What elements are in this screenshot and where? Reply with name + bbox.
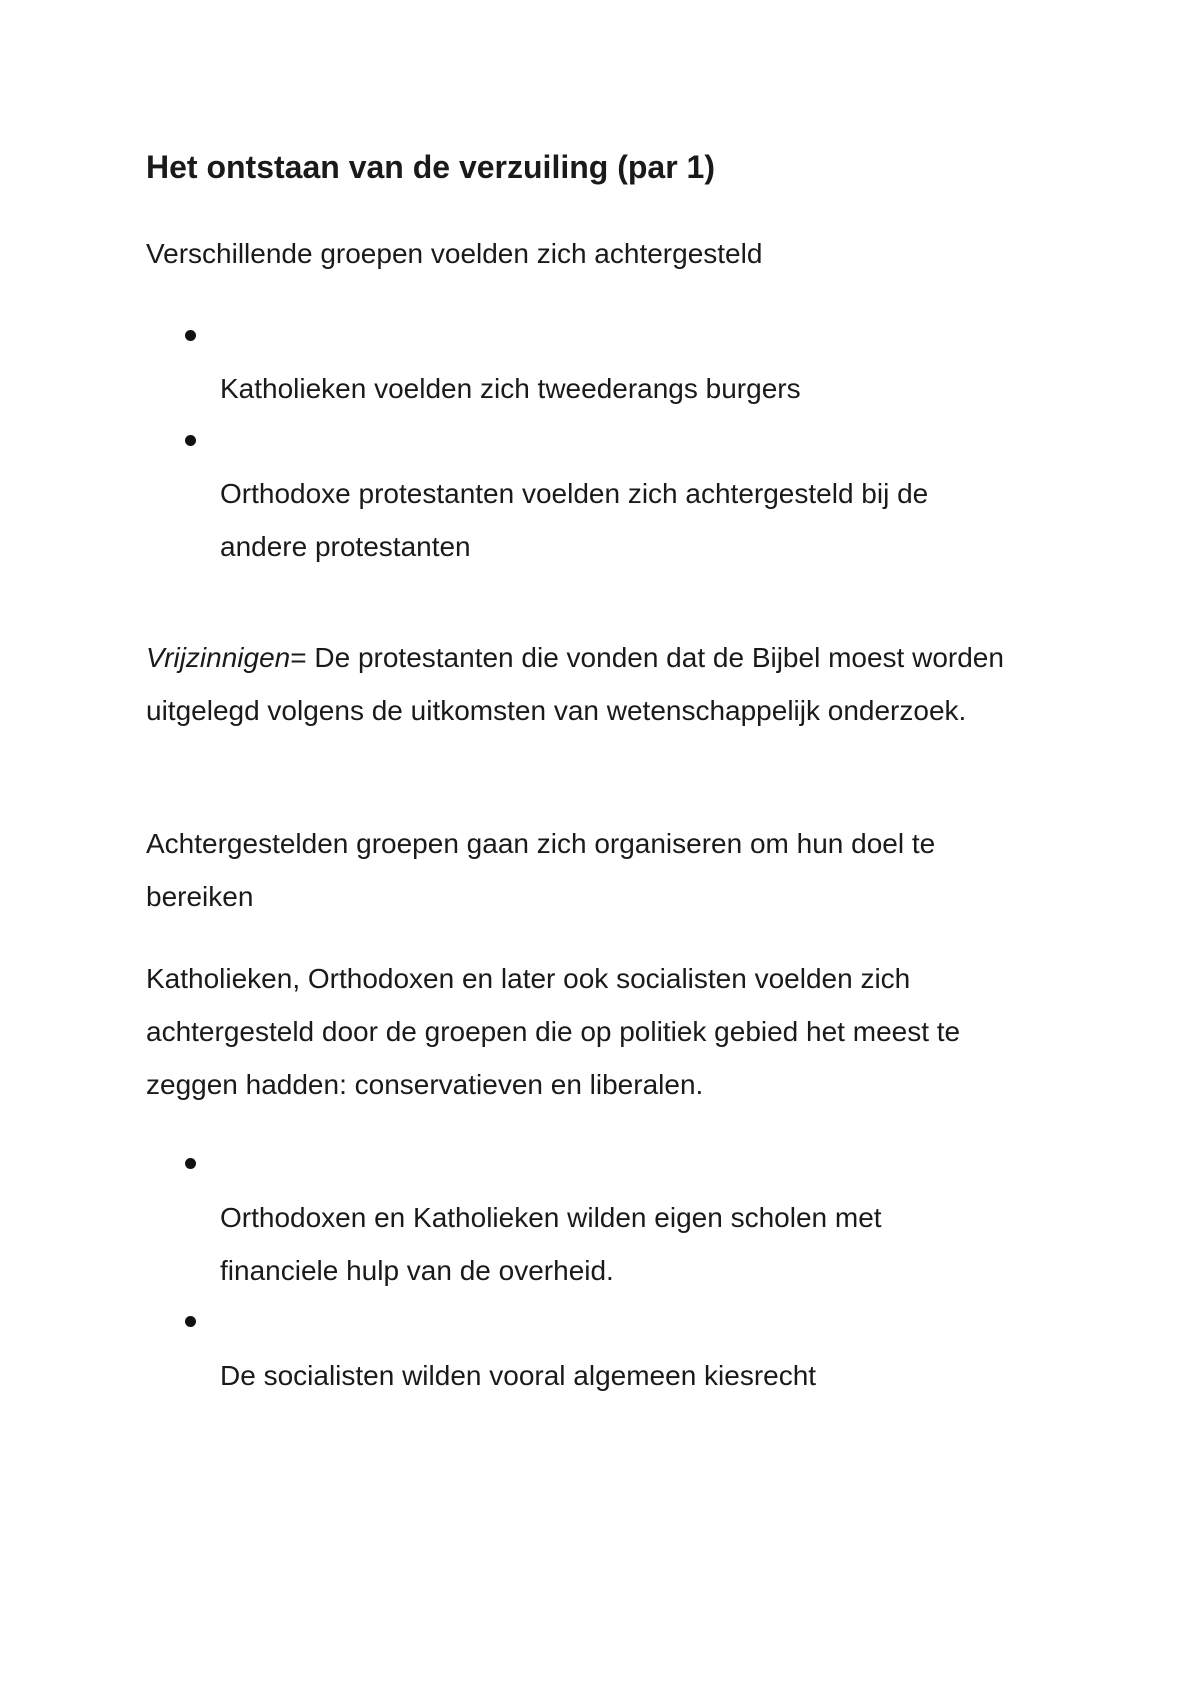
definition-paragraph: [146, 631, 1026, 737]
list-item-text: Orthodoxen en Katholieken wilden eigen scholen met financiele hulp van de overheid.: [220, 1202, 882, 1286]
bullet-icon: [185, 330, 196, 341]
bullet-icon: [185, 435, 196, 446]
page-title: Het ontstaan van de verzuiling (par 1): [146, 149, 715, 185]
organise-paragraph: Achtergestelden groepen gaan zich organiseren om hun doel te bereiken: [146, 828, 936, 912]
list-item-text: De socialisten wilden vooral algemeen kiesrecht: [220, 1360, 817, 1391]
definition-term: Vrijzinnigen: [146, 642, 291, 673]
definition-text: = De protestanten die vonden dat de Bijbel moest worden uitgelegd volgens de uitkomsten van wetenschappelijk onderzoek.: [146, 642, 1004, 726]
bullet-icon: [185, 1316, 196, 1327]
intro-paragraph: Verschillende groepen voelden zich achtergesteld: [146, 238, 763, 269]
list-item-text: Orthodoxe protestanten voelden zich achtergesteld bij de andere protestanten: [220, 478, 929, 562]
groups-paragraph: Katholieken, Orthodoxen en later ook socialisten voelden zich achtergesteld door de groepen die op politiek gebied het meest te zeggen hadden: conservatieven en liberalen.: [146, 963, 961, 1100]
bullet-icon: [185, 1158, 196, 1169]
list-item-text: Katholieken voelden zich tweederangs burgers: [220, 373, 801, 404]
